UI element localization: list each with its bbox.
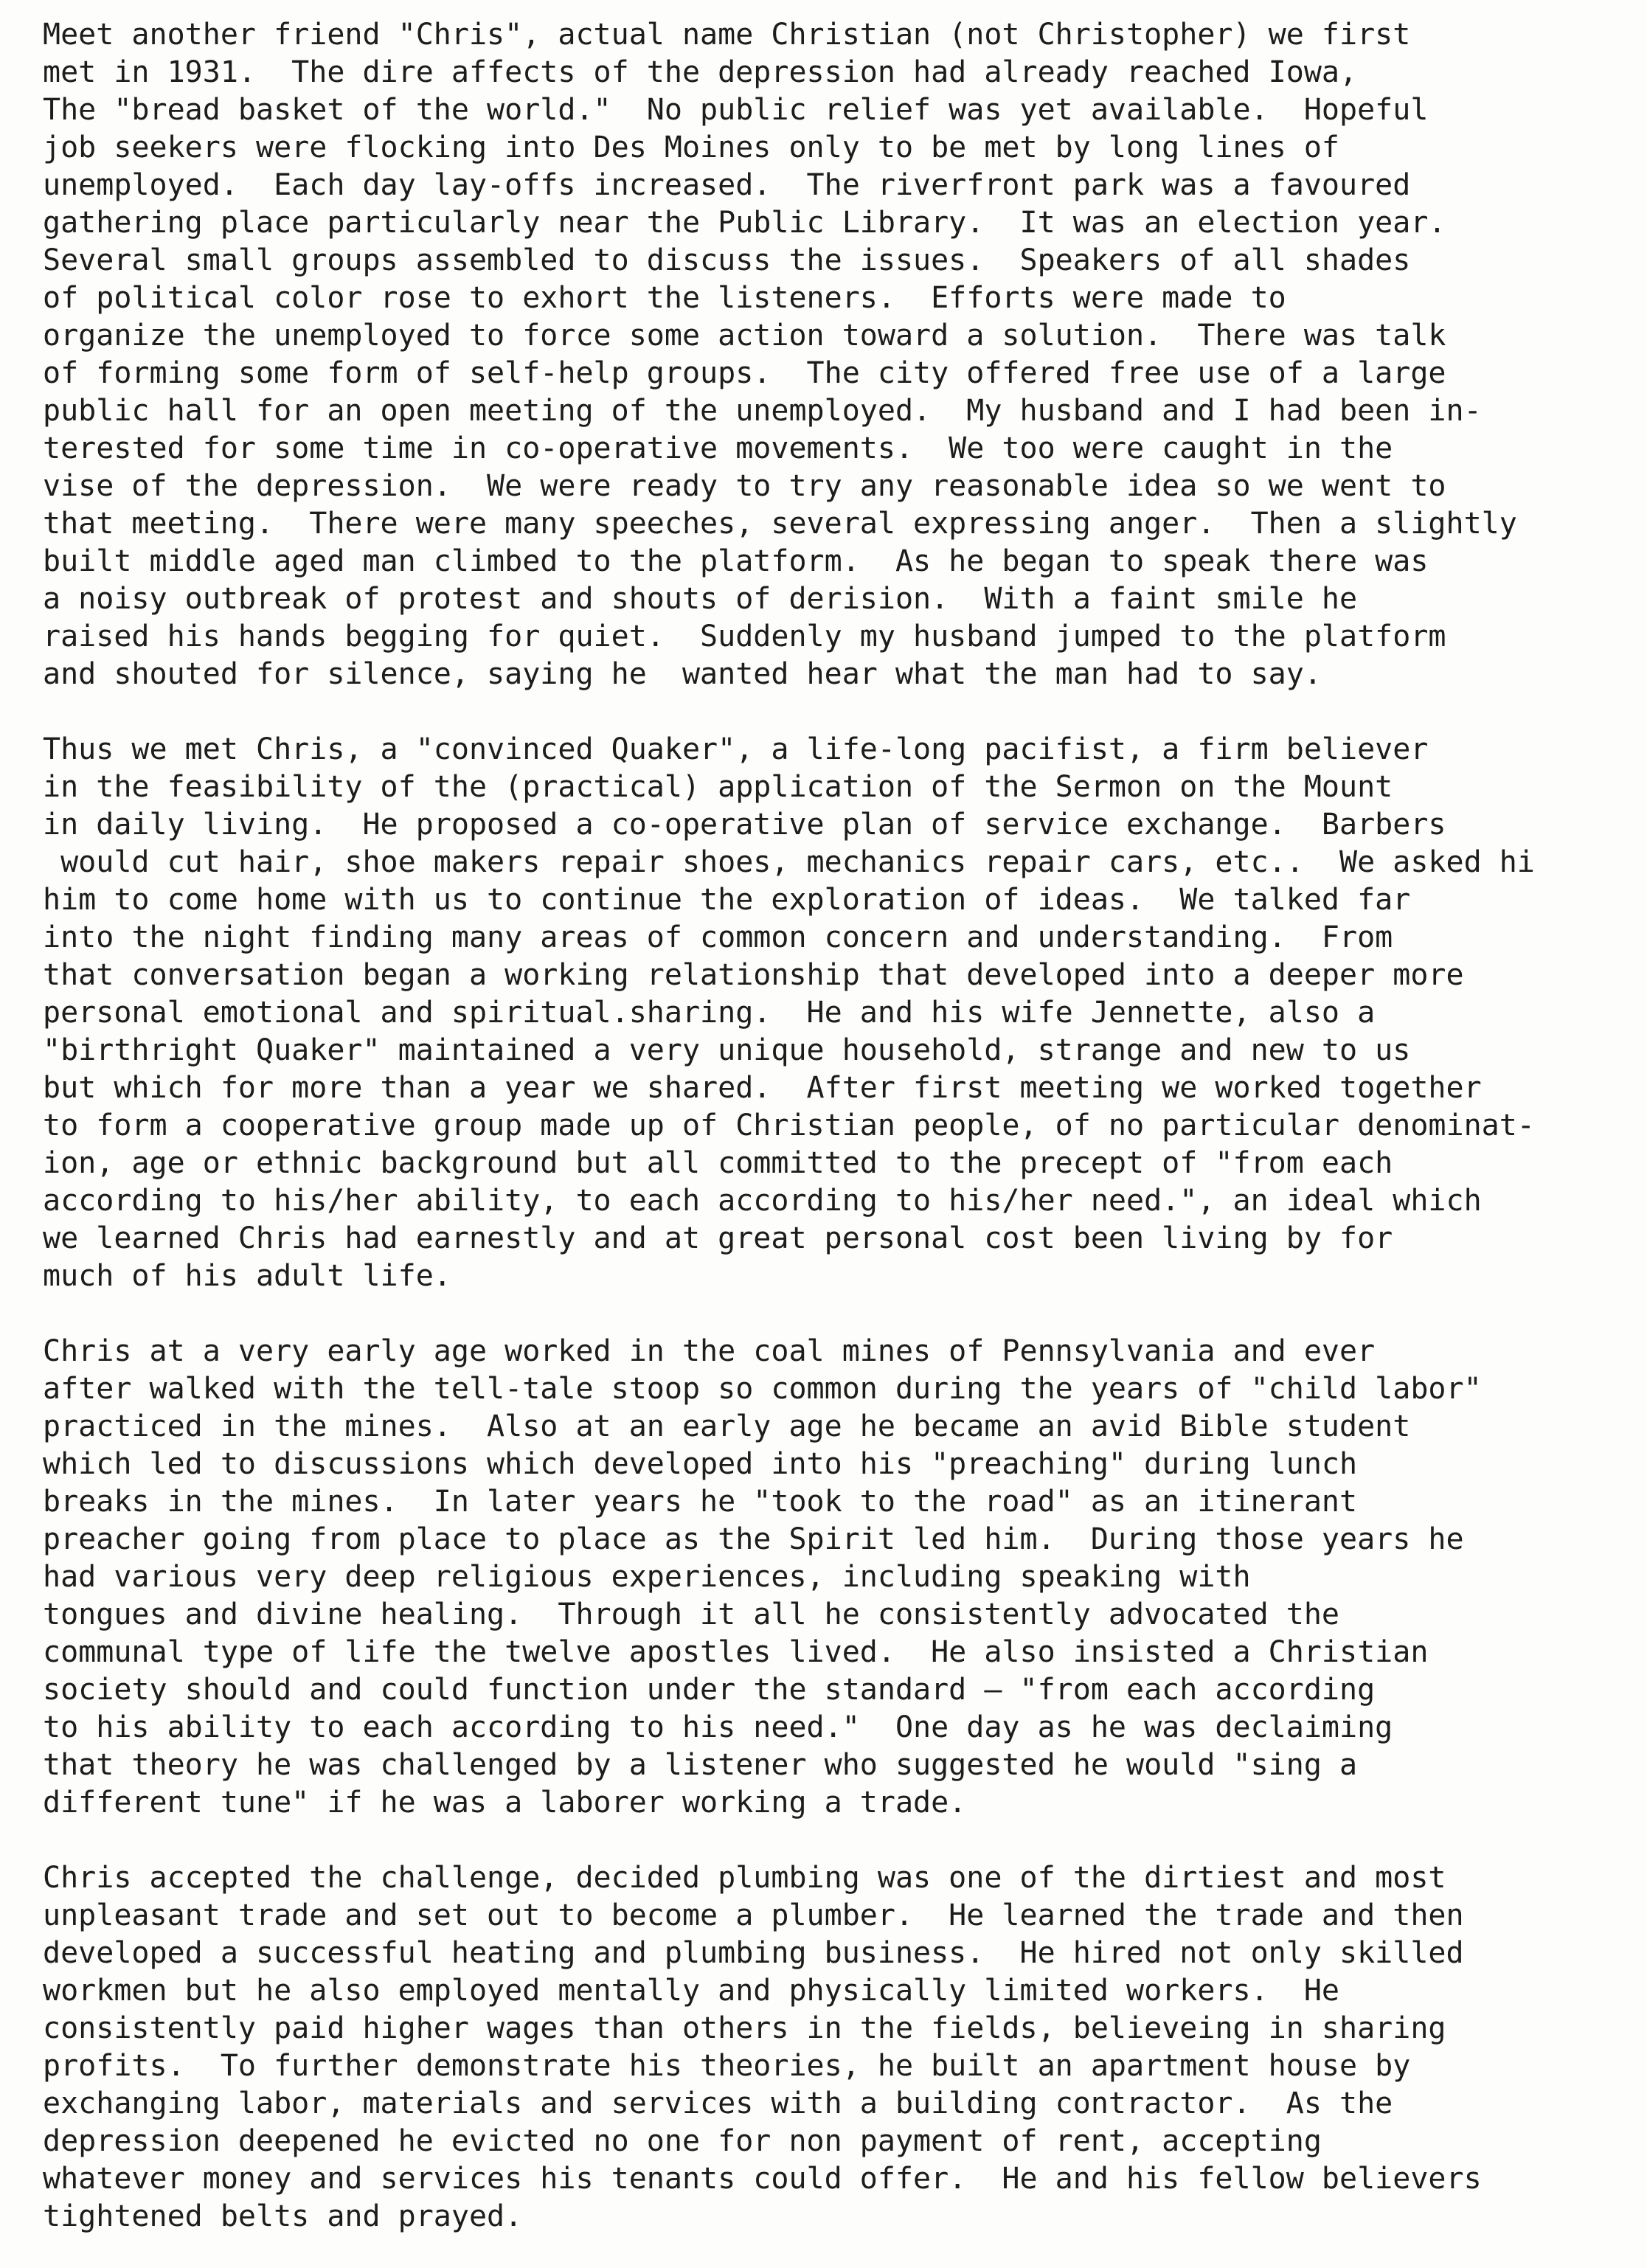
text-line: exchanging labor, materials and services with a building contractor. As the bbox=[43, 2087, 1393, 2120]
text-line: to form a cooperative group made up of Christian people, of no particular denominat- bbox=[43, 1109, 1535, 1142]
text-line: Chris accepted the challenge, decided plumbing was one of the dirtiest and most bbox=[43, 1861, 1446, 1895]
text-line: terested for some time in co-operative movements. We too were caught in the bbox=[43, 431, 1393, 465]
paragraph-meeting-chris bbox=[43, 16, 1643, 693]
typescript-body bbox=[43, 16, 1643, 2236]
text-line: Chris at a very early age worked in the coal mines of Pennsylvania and ever bbox=[43, 1334, 1376, 1368]
text-line: met in 1931. The dire affects of the depression had already reached Iowa, bbox=[43, 55, 1358, 89]
text-line: of political color rose to exhort the listeners. Efforts were made to bbox=[43, 281, 1286, 315]
text-line: that meeting. There were many speeches, several expressing anger. Then a slightly bbox=[43, 507, 1517, 541]
text-line: that conversation began a working relationship that developed into a deeper more bbox=[43, 958, 1464, 992]
text-line: communal type of life the twelve apostles lived. He also insisted a Christian bbox=[43, 1635, 1429, 1669]
text-line: which led to discussions which developed into his "preaching" during lunch bbox=[43, 1447, 1358, 1481]
text-line: but which for more than a year we shared. After first meeting we worked together bbox=[43, 1071, 1482, 1105]
paragraph-plumbing bbox=[43, 1859, 1643, 2236]
text-line: profits. To further demonstrate his theories, he built an apartment house by bbox=[43, 2049, 1411, 2083]
text-line: Several small groups assembled to discuss the issues. Speakers of all shades bbox=[43, 243, 1411, 277]
text-line: whatever money and services his tenants could offer. He and his fellow believers bbox=[43, 2162, 1482, 2196]
text-line: in the feasibility of the (practical) application of the Sermon on the Mount bbox=[43, 770, 1393, 804]
text-line: and shouted for silence, saying he wanted hear what the man had to say. bbox=[43, 657, 1322, 691]
text-line: after walked with the tell-tale stoop so common during the years of "child labor" bbox=[43, 1372, 1482, 1406]
text-line: organize the unemployed to force some action toward a solution. There was talk bbox=[43, 319, 1446, 353]
text-line: gathering place particularly near the Public Library. It was an election year. bbox=[43, 206, 1446, 240]
text-line: Thus we met Chris, a "convinced Quaker", a life-long pacifist, a firm believer bbox=[43, 732, 1429, 766]
text-line: public hall for an open meeting of the unemployed. My husband and I had been in- bbox=[43, 394, 1482, 428]
text-line: would cut hair, shoe makers repair shoes, mechanics repair cars, etc.. We asked hi bbox=[43, 845, 1535, 879]
text-line: vise of the depression. We were ready to try any reasonable idea so we went to bbox=[43, 469, 1446, 503]
text-line: consistently paid higher wages than others in the fields, believeing in sharing bbox=[43, 2011, 1446, 2045]
text-line: that theory he was challenged by a listener who suggested he would "sing a bbox=[43, 1748, 1358, 1782]
text-line: had various very deep religious experiences, including speaking with bbox=[43, 1560, 1251, 1594]
text-line: built middle aged man climbed to the platform. As he began to speak there was bbox=[43, 544, 1429, 578]
text-line: job seekers were flocking into Des Moines only to be met by long lines of bbox=[43, 131, 1339, 164]
text-line: of forming some form of self-help groups. The city offered free use of a large bbox=[43, 356, 1446, 390]
text-line: him to come home with us to continue the exploration of ideas. We talked far bbox=[43, 883, 1411, 917]
text-line: a noisy outbreak of protest and shouts of derision. With a faint smile he bbox=[43, 582, 1358, 616]
text-line: unemployed. Each day lay-offs increased. The riverfront park was a favoured bbox=[43, 168, 1411, 202]
text-line: workmen but he also employed mentally and physically limited workers. He bbox=[43, 1974, 1339, 2008]
text-line: raised his hands begging for quiet. Suddenly my husband jumped to the platform bbox=[43, 620, 1446, 653]
text-line: personal emotional and spiritual.sharing. He and his wife Jennette, also a bbox=[43, 996, 1376, 1030]
text-line: "birthright Quaker" maintained a very unique household, strange and new to us bbox=[43, 1033, 1411, 1067]
text-line: unpleasant trade and set out to become a plumber. He learned the trade and then bbox=[43, 1898, 1464, 1932]
paragraph-thus-we-met bbox=[43, 731, 1643, 1295]
text-line: according to his/her ability, to each according to his/her need.", an ideal which bbox=[43, 1184, 1482, 1218]
text-line: Meet another friend "Chris", actual name Christian (not Christopher) we first bbox=[43, 18, 1411, 52]
text-line: in daily living. He proposed a co-operative plan of service exchange. Barbers bbox=[43, 808, 1446, 842]
text-line: tightened belts and prayed. bbox=[43, 2199, 523, 2233]
text-line: to his ability to each according to his need." One day as he was declaiming bbox=[43, 1710, 1393, 1744]
text-line: into the night finding many areas of common concern and understanding. From bbox=[43, 920, 1393, 954]
text-line: The "bread basket of the world." No public relief was yet available. Hopeful bbox=[43, 93, 1429, 127]
text-line: depression deepened he evicted no one for non payment of rent, accepting bbox=[43, 2124, 1322, 2158]
paragraph-coal-mines bbox=[43, 1333, 1643, 1822]
text-line: preacher going from place to place as the Spirit led him. During those years he bbox=[43, 1522, 1464, 1556]
text-line: practiced in the mines. Also at an early age he became an avid Bible student bbox=[43, 1409, 1411, 1443]
text-line: much of his adult life. bbox=[43, 1259, 451, 1293]
text-line: developed a successful heating and plumbing business. He hired not only skilled bbox=[43, 1936, 1464, 1970]
text-line: society should and could function under the standard — "from each according bbox=[43, 1673, 1376, 1707]
text-line: we learned Chris had earnestly and at great personal cost been living by for bbox=[43, 1221, 1393, 1255]
text-line: different tune" if he was a laborer working a trade. bbox=[43, 1786, 967, 1820]
text-line: ion, age or ethnic background but all committed to the precept of "from each bbox=[43, 1146, 1393, 1180]
text-line: tongues and divine healing. Through it all he consistently advocated the bbox=[43, 1598, 1339, 1631]
text-line: breaks in the mines. In later years he "took to the road" as an itinerant bbox=[43, 1485, 1358, 1519]
